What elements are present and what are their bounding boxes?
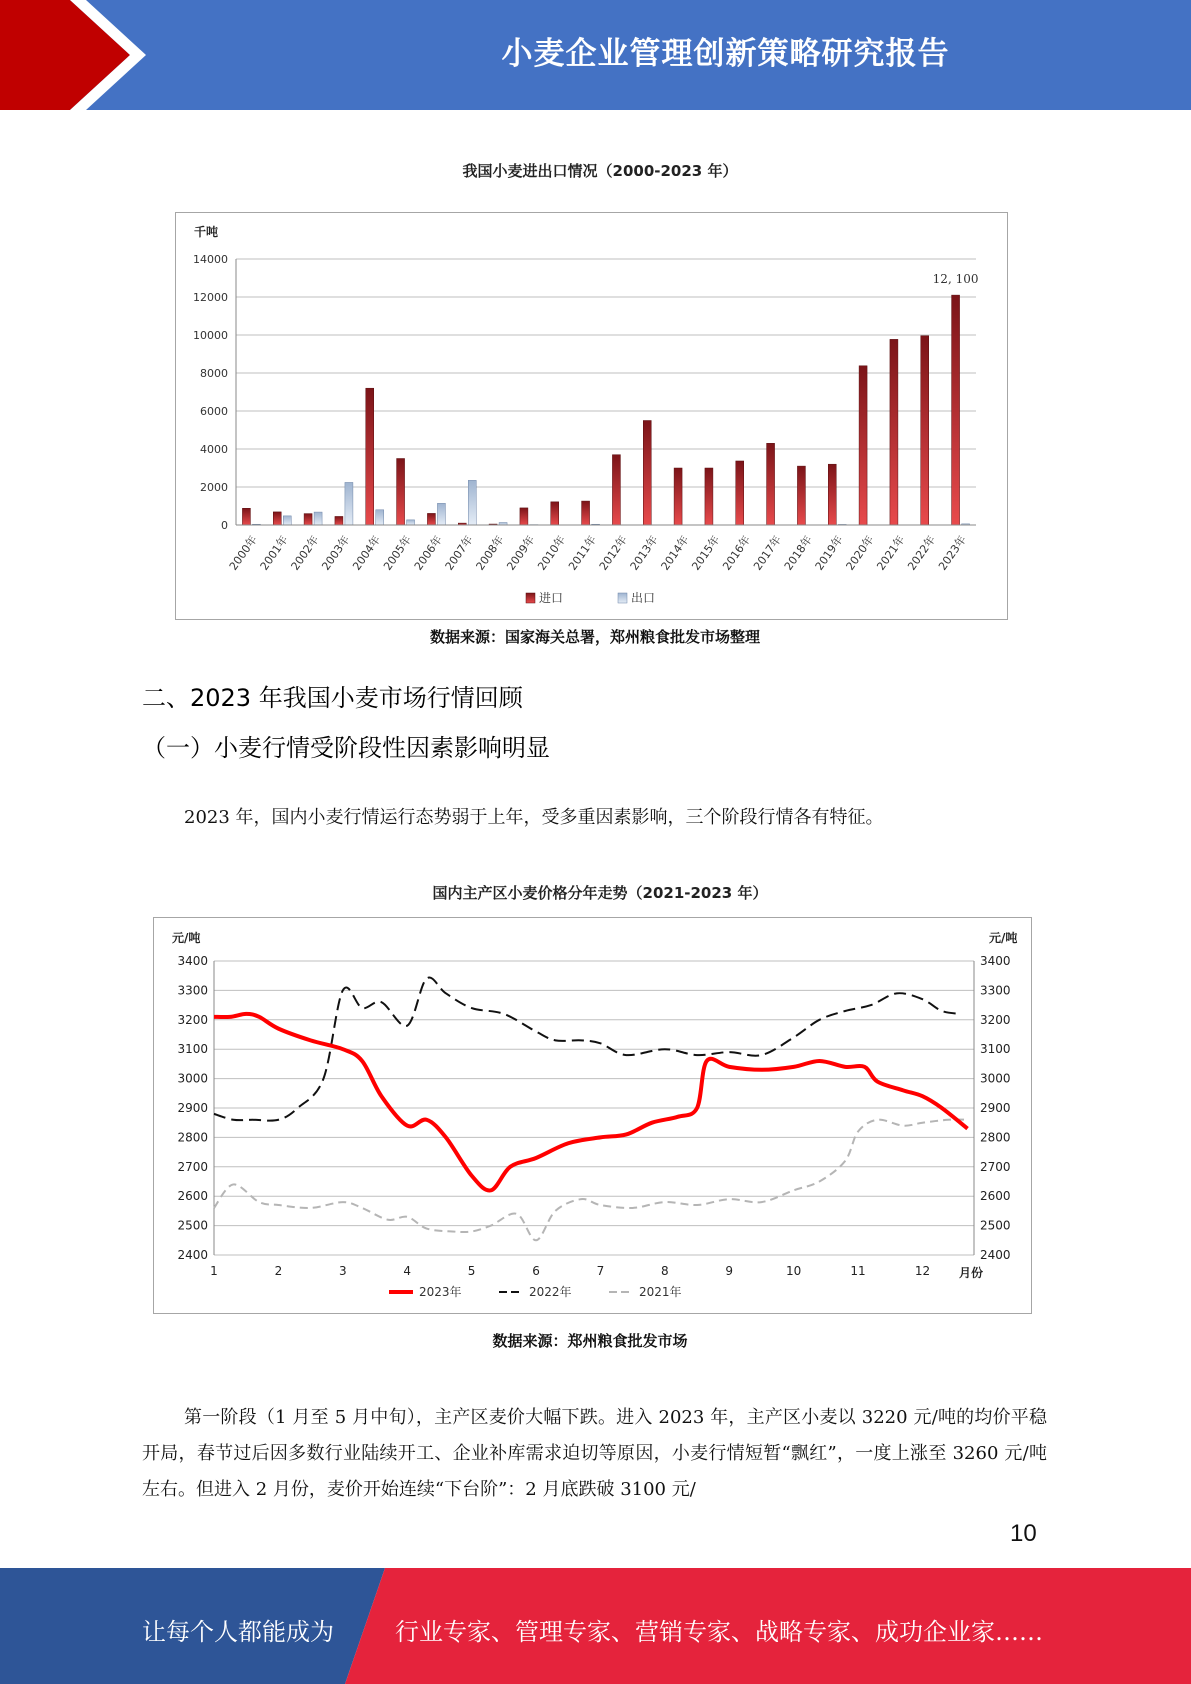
x-tick-label: 2010年 [535,533,569,573]
y-axis-unit-right: 元/吨 [989,931,1018,945]
import-bar [242,508,250,525]
y-tick-label-left: 2800 [177,1130,208,1145]
chart2-source: 数据来源：郑州粮食批发市场 [492,1332,688,1350]
export-bar [437,503,445,525]
x-tick-label: 7 [596,1264,605,1278]
y-tick-label-right: 2600 [980,1189,1011,1204]
footer-slogan-left: 让每个人都能成为 [142,1618,334,1646]
x-tick-label: 2022年 [905,533,939,573]
import-bar [674,468,682,525]
page-number: 10 [1010,1520,1037,1547]
x-tick-label: 2007年 [442,533,476,573]
y-tick-label-right: 2900 [980,1101,1011,1115]
x-tick-label: 2015年 [689,533,723,573]
y-tick-label-left: 3400 [177,954,208,968]
import-bar [612,455,620,525]
x-tick-label: 1 [210,1264,218,1278]
intro-paragraph: 2023 年，国内小麦行情运行态势弱于上年，受多重因素影响，三个阶段行情各有特征。 [184,807,884,828]
export-bar [468,480,476,525]
page-footer [0,1568,1191,1684]
x-tick-label: 2003年 [319,533,353,573]
y-axis-unit-left: 元/吨 [172,931,201,945]
legend-import-swatch [526,593,535,603]
legend-label: 2022年 [529,1285,572,1299]
x-tick-label: 2000年 [226,533,260,573]
x-tick-label: 2005年 [381,533,415,573]
x-axis-unit: 月份 [959,1266,984,1280]
x-tick-label: 2008年 [473,533,507,573]
x-tick-label: 2002年 [288,533,322,573]
x-tick-label: 2014年 [658,533,692,573]
y-tick-label-right: 2700 [980,1159,1011,1174]
import-export-bar-chart [175,212,1008,620]
import-bar [952,295,960,525]
page-header [0,0,1191,110]
import-bar [427,513,435,525]
import-bar [705,468,713,525]
x-tick-label: 2006年 [411,533,445,573]
y-tick-label-right: 2500 [980,1218,1011,1233]
x-tick-label: 4 [403,1264,412,1278]
x-tick-label: 5 [467,1264,476,1278]
y-tick-label: 12000 [193,291,228,304]
import-bar [335,516,343,525]
y-tick-label-right: 3300 [980,983,1011,998]
import-bar [520,508,528,525]
y-tick-label-left: 3100 [177,1042,208,1057]
y-tick-label-right: 2800 [980,1130,1011,1145]
x-tick-label: 2004年 [350,533,384,573]
x-tick-label: 12 [914,1264,931,1278]
y-tick-label-left: 2400 [177,1248,208,1262]
body-paragraph: 第一阶段（1 月至 5 月中旬），主产区麦价大幅下跌。进入 2023 年，主产区小麦以 3220 元/吨的均价平稳开局，春节过后因多数行业陆续开工、企业补库需求迫切等原因，小麦行情短暂“飘红”，一度上涨至 3260 元/吨左右。但进入 2 月份，麦价开始连续“下台阶”：2 月底跌破 3100 元/ [142,1407,1047,1500]
x-tick-label: 2016年 [720,533,754,573]
y-tick-label-left: 2600 [177,1189,208,1204]
x-tick-label: 2017年 [751,533,785,573]
export-bar [345,482,353,525]
y-tick-label-right: 3400 [980,954,1011,968]
x-tick-label: 9 [725,1264,734,1278]
x-tick-label: 2021年 [874,533,908,573]
y-tick-label-left: 2900 [177,1101,208,1115]
import-bar [643,421,651,526]
y-tick-label-right: 3100 [980,1042,1011,1057]
import-bar [304,514,312,525]
section-subheading: （一）小麦行情受阶段性因素影响明显 [142,734,550,762]
x-tick-label: 2019年 [812,533,846,573]
y-tick-label: 0 [221,519,228,532]
bar-chart-svg [176,213,1007,619]
footer-slogan-right: 行业专家、管理专家、营销专家、战略专家、成功企业家…… [395,1618,1043,1646]
import-bar [551,502,559,525]
x-tick-label: 11 [850,1264,866,1278]
y-tick-label: 4000 [200,443,228,456]
y-tick-label-right: 3200 [980,1012,1011,1027]
x-tick-label: 6 [532,1264,540,1278]
x-tick-label: 2020年 [843,533,877,573]
x-tick-label: 2011年 [566,533,600,573]
y-tick-label: 6000 [200,405,228,418]
import-bar [767,443,775,525]
import-bar [366,388,374,525]
chart2-title: 国内主产区小麦价格分年走势（2021-2023 年） [432,884,768,902]
x-tick-label: 8 [661,1264,669,1278]
y-tick-label-left: 2500 [177,1218,208,1233]
section-heading: 二、2023 年我国小麦市场行情回顾 [142,684,523,712]
price-line-chart [153,917,1032,1314]
y-tick-label-right: 2400 [980,1248,1011,1262]
y-tick-label-left: 3300 [177,983,208,998]
x-tick-label: 2 [274,1264,283,1278]
x-tick-label: 2009年 [504,533,538,573]
report-title: 小麦企业管理创新策略研究报告 [501,36,950,72]
import-bar [397,459,405,526]
legend-label: 2021年 [639,1285,682,1299]
x-tick-label: 2013年 [627,533,661,573]
export-bar [407,520,415,525]
y-tick-label: 10000 [193,329,228,342]
legend-label: 2023年 [419,1285,462,1299]
y-tick-label-left: 3000 [177,1071,208,1086]
import-bar [582,501,590,525]
x-tick-label: 3 [338,1264,347,1278]
y-axis-unit: 千吨 [194,225,219,239]
x-tick-label: 10 [786,1264,802,1278]
chart1-title: 我国小麦进出口情况（2000-2023 年） [462,162,738,180]
import-bar [921,336,929,525]
x-tick-label: 2018年 [781,533,815,573]
line-chart-svg [154,918,1031,1313]
y-tick-label: 14000 [193,253,228,266]
y-tick-label-left: 3200 [177,1012,208,1027]
x-tick-label: 2023年 [936,533,970,573]
legend-import-label: 进口 [539,591,564,605]
legend-export-label: 出口 [631,591,656,605]
y-tick-label: 2000 [200,481,228,494]
export-bar [283,516,291,525]
y-tick-label-right: 3000 [980,1071,1011,1086]
import-bar [797,466,805,525]
chart1-source: 数据来源：国家海关总署，郑州粮食批发市场整理 [429,628,760,646]
export-bar [376,510,384,525]
import-bar [828,464,836,525]
y-tick-label-left: 2700 [177,1159,208,1174]
import-bar [859,366,867,525]
export-bar [314,512,322,525]
import-bar [890,339,898,525]
legend-export-swatch [618,593,627,603]
annotation-label: 12, 100 [932,272,979,287]
y-tick-label: 8000 [200,367,228,380]
import-bar [736,461,744,525]
x-tick-label: 2012年 [596,533,630,573]
import-bar [273,512,281,525]
x-tick-label: 2001年 [257,533,291,573]
